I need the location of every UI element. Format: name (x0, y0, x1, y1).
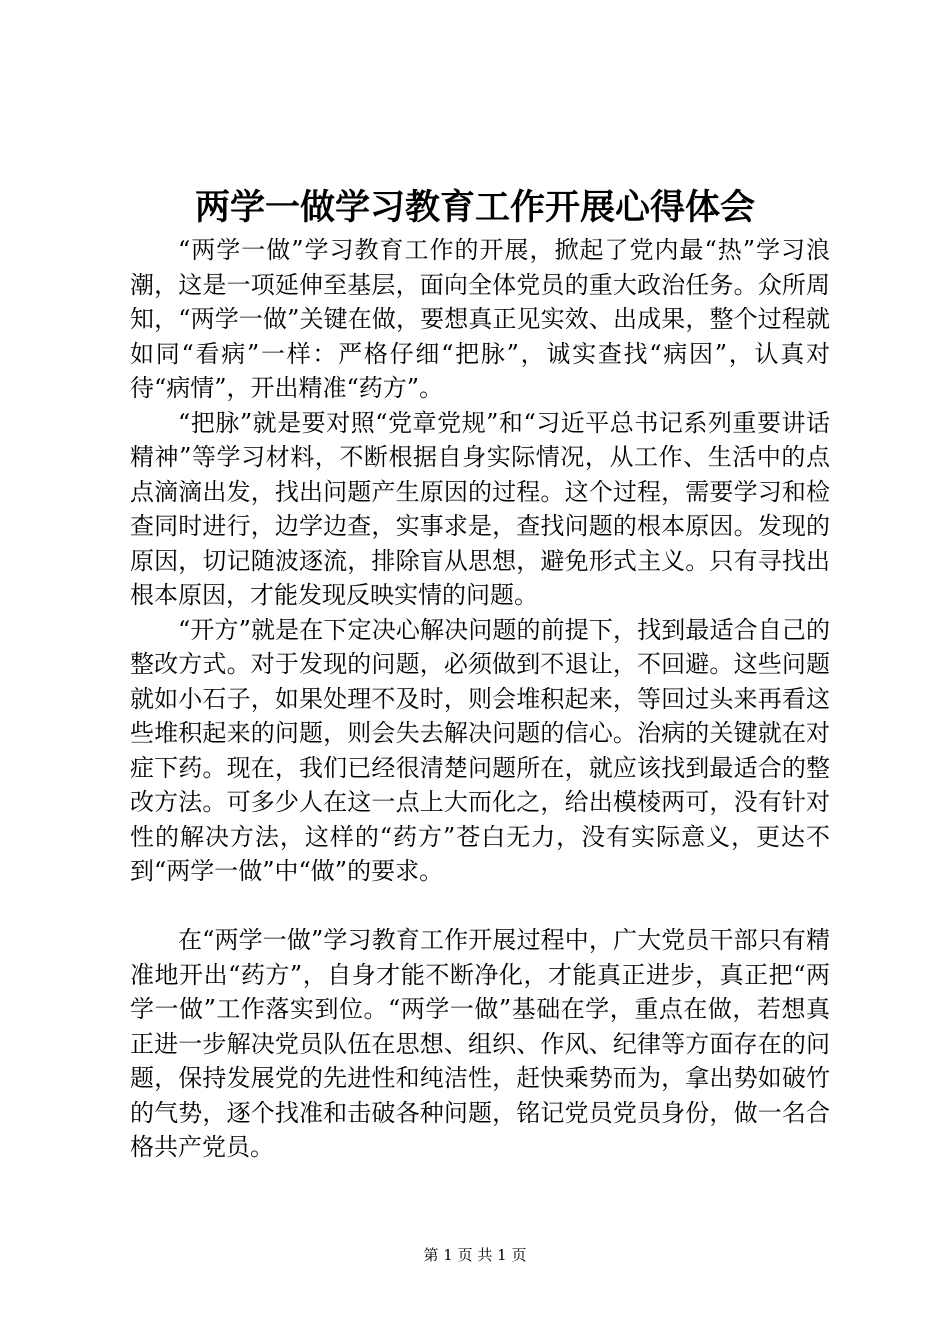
paragraph-1: “两学一做”学习教育工作的开展，掀起了党内最“热”学习浪潮，这是一项延伸至基层，面向全体党员的重大政治任务。众所周知，“两学一做”关键在做，要想真正见实效、出成果，整个过程就如同“看病”一样：严格仔细“把脉”，诚实查找“病因”，认真对待“病情”，开出精准“药方”。 (130, 236, 830, 402)
paragraph-3: “开方”就是在下定决心解决问题的前提下，找到最适合自己的整改方式。对于发现的问题，必须做到不退让，不回避。这些问题就如小石子，如果处理不及时，则会堆积起来，等回过头来再看这些堆积起来的问题，则会失去解决问题的信心。治病的关键就在对症下药。现在，我们已经很清楚问题所在，就应该找到最适合的整改方法。可多少人在这一点上大而化之，给出模棱两可，没有针对性的解决方法，这样的“药方”苍白无力，没有实际意义，更达不到“两学一做”中“做”的要求。 (130, 615, 830, 885)
paragraph-4: 在“两学一做”学习教育工作开展过程中，广大党员干部只有精准地开出“药方”，自身才能不断净化，才能真正进步，真正把“两学一做”工作落实到位。“两学一做”基础在学，重点在做，若想真正进一步解决党员队伍在思想、组织、作风、纪律等方面存在的问题，保持发展党的先进性和纯洁性，赶快乘势而为，拿出势如破竹的气势，逐个找准和击破各种问题，铭记党员党员身份，做一名合格共产党员。 (130, 926, 830, 1161)
document-body (130, 233, 830, 1165)
document-title: 两学一做学习教育工作开展心得体会 (194, 187, 755, 228)
paragraph-2: “把脉”就是要对照“党章党规”和“习近平总书记系列重要讲话精神”等学习材料，不断根据自身实际情况，从工作、生活中的点点滴滴出发，找出问题产生原因的过程。这个过程，需要学习和检查同时进行，边学边查，实事求是，查找问题的根本原因。发现的原因，切记随波逐流，排除盲从思想，避免形式主义。只有寻找出根本原因，才能发现反映实情的问题。 (130, 408, 830, 609)
page-footer: 第 1 页 共 1 页 (423, 1246, 527, 1264)
